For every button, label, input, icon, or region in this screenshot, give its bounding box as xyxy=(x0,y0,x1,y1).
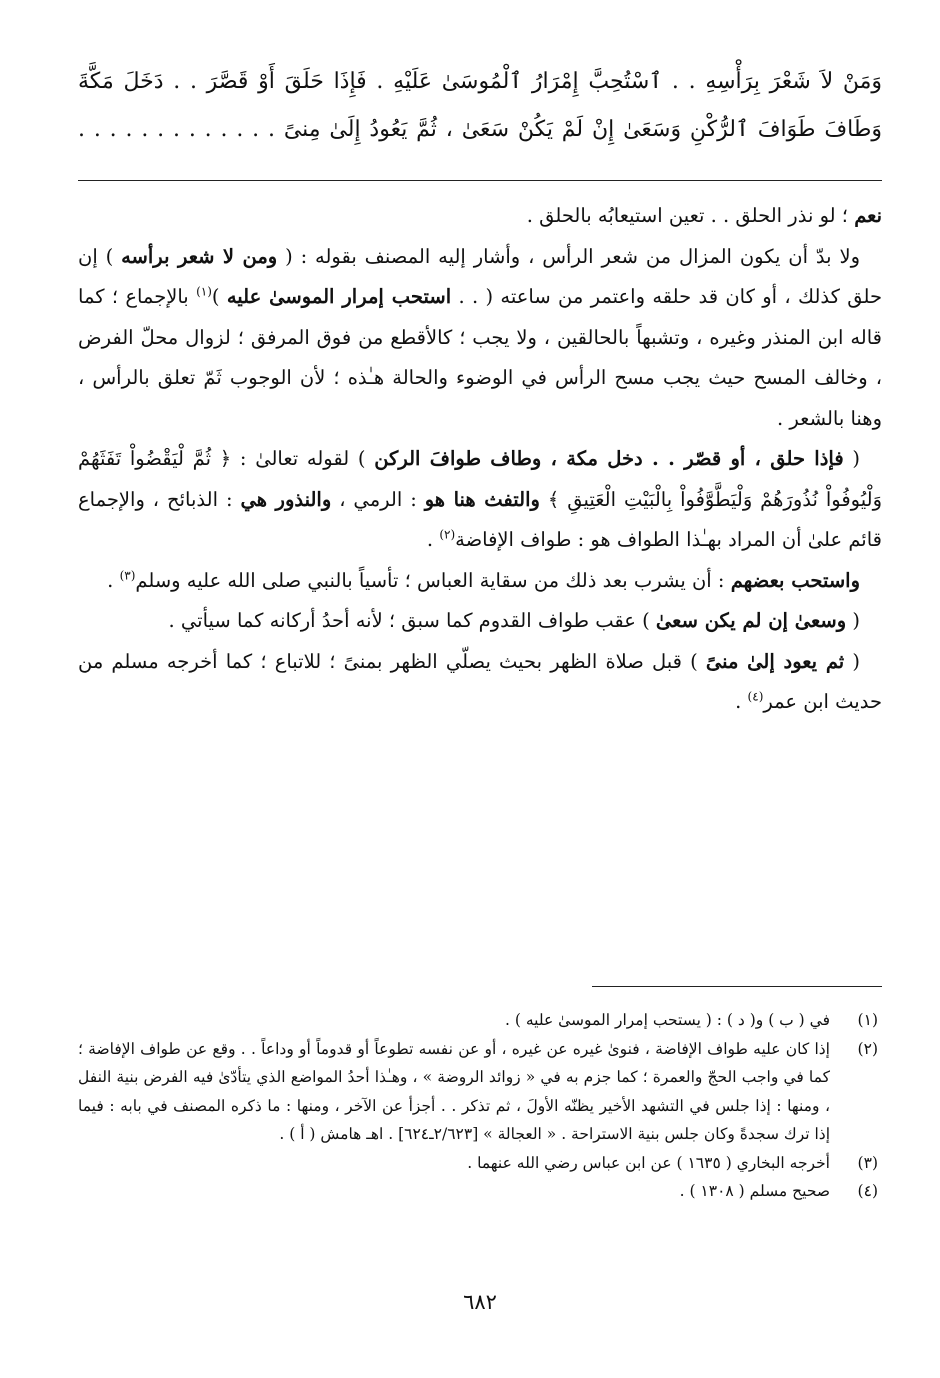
text-run: : أن يشرب بعد ذلك من سقاية العباس ؛ تأسياً بالنبي صلى الله عليه وسلم xyxy=(135,568,731,592)
commentary-paragraph xyxy=(78,561,882,602)
footnotes xyxy=(78,1006,882,1206)
footnote xyxy=(78,1006,882,1035)
matn-text xyxy=(78,58,882,154)
text-run: . xyxy=(107,568,120,592)
book-page xyxy=(78,0,882,1378)
bold-term: ومن لا شعر برأسه xyxy=(121,244,278,268)
bold-term: استحب إمرار الموسىٰ عليه xyxy=(226,285,452,308)
matn-line: وَمَنْ لاَ شَعْرَ بِرَأْسِهِ . . ٱسْتُحِبَّ إِمْرَارُ ٱلْمُوسَىٰ عَلَيْهِ . فَإِذَا حَلَقَ أَوْ قَصَّرَ . . دَخَلَ مَكَّةَ xyxy=(78,69,882,94)
text-run: ( xyxy=(844,649,860,673)
footnote-number: (٤) xyxy=(857,1182,878,1200)
commentary-paragraph xyxy=(78,237,882,440)
footnote-text: أخرجه البخاري ( ١٦٣٥ ) عن ابن عباس رضي الله عنهما . xyxy=(467,1153,830,1172)
footnote-number: (٣) xyxy=(857,1153,878,1172)
footnote xyxy=(78,1035,882,1149)
text-run: ولا بدّ أن يكون المزال من شعر الرأس ، وأشار إليه المصنف بقوله : ( xyxy=(277,244,860,268)
footnote-ref[interactable]: (٤) xyxy=(747,689,764,704)
text-run: : الذبائح ، والإجماع قائم علىٰ أن المراد بهـٰذا الطواف هو : طواف الإفاضة xyxy=(78,487,882,551)
bold-term: ثم يعود إلىٰ منىً xyxy=(705,649,845,673)
commentary-paragraph xyxy=(78,196,882,237)
text-run: ) إن حلق كذلك ، أو كان قد حلقه واعتمر من ساعته ( . . xyxy=(78,244,882,308)
page-number: ٦٨٢ xyxy=(463,1290,497,1314)
commentary-paragraph xyxy=(78,439,882,561)
footnote-text: إذا كان عليه طواف الإفاضة ، فنوىٰ غيره عن غيره ، أو عن نفسه تطوعاً أو قدوماً أو وداعاً . . وقع عن طواف الإفاضة ؛ كما في واجب الحجّ والعمرة ؛ كما جزم به في « زوائد الروضة » ، وهـٰذا أحدُ المواضع الذي يتأدّىٰ فيه الفرض بنية النفل ، ومنها : إذا جلس في التشهد الأخير يظنّه الأولَ ، ثم تذكر . . أجزأ عن الآخر ، ومنها : ما ذكره المصنف في بابه : فيما إذا ترك سجدةً وكان جلس بنية الاستراحة . « العجالة » [٢/٦٢٣ـ٦٢٤] . اهـ هامش ( أ ) . xyxy=(78,1039,830,1143)
commentary-paragraph xyxy=(78,642,882,723)
text-run: . xyxy=(735,690,748,713)
text-run: بالإجماع ؛ كما قاله ابن المنذر وغيره ، وتشبهاً بالحالقين ، ولا يجب ؛ كالأقطع من فوق المرفق ؛ لزوال محلّ الفرض ، وخالف المسح حيث يجب مسح الرأس في الوضوء والحالة هـٰذه ؛ لأن الوجوب ثَمّ تعلق بالرأس ، وهنا بالشعر . xyxy=(78,285,882,430)
footnote-number: (٢) xyxy=(857,1039,878,1058)
footnote-ref[interactable]: (١) xyxy=(196,284,212,299)
text-run: . xyxy=(426,528,440,551)
bold-term: واستحب بعضهم xyxy=(730,568,860,592)
footnote-ref[interactable]: (٢) xyxy=(439,527,456,542)
matn-separator-rule xyxy=(78,180,882,181)
text-run: ) xyxy=(211,285,227,308)
text-run: ) عقب طواف القدوم كما سبق ؛ لأنه أحدُ أركانه كما سيأتي . xyxy=(168,609,656,632)
text-run: ) قبل صلاة الظهر بحيث يصلّي الظهر بمنىً ؛ للاتباع ؛ كما أخرجه مسلم من حديث ابن عمر xyxy=(78,649,882,713)
footnote-number: (١) xyxy=(857,1011,878,1029)
text-run: ( xyxy=(843,447,860,470)
bold-term: وسعىٰ إن لم يكن سعىٰ xyxy=(655,609,847,632)
text-run: ( xyxy=(846,609,860,632)
footnote-separator-rule xyxy=(592,986,882,987)
matn-line: وَطَافَ طَوَافَ ٱلرُّكْنِ وَسَعَىٰ إِنْ لَمْ يَكُنْ سَعَىٰ ، ثُمَّ يَعُودُ إِلَىٰ مِنىً . . . . . . . . . . . . . xyxy=(78,117,882,142)
bold-term: والتفث هنا هو xyxy=(424,487,540,511)
bold-term: والنذور هي xyxy=(240,487,332,511)
footnote xyxy=(78,1149,882,1178)
text-run: ؛ لو نذر الحلق . . تعين استيعابُه بالحلق . xyxy=(526,204,855,227)
commentary-text xyxy=(78,196,882,723)
bold-term: فإذا حلق ، أو قصّر . . دخل مكة ، وطاف طوافَ الركن xyxy=(374,447,844,470)
footnote-text: صحيح مسلم ( ١٣٠٨ ) . xyxy=(679,1182,830,1200)
bold-term: نعم xyxy=(854,204,882,227)
footnote-ref[interactable]: (٣) xyxy=(119,568,136,582)
footnote xyxy=(78,1177,882,1206)
commentary-paragraph xyxy=(78,601,882,642)
footnote-text: في ( ب ) و( د ) : ( يستحب إمرار الموسىٰ عليه ) . xyxy=(505,1011,830,1029)
text-run: ) لقوله تعالىٰ : ﴿ ثُمَّ لْيَقْضُواْ تَفَثَهُمْ وَلْيُوفُواْ نُذُورَهُمْ وَلْيَطَّوَّفُواْ بِالْبَيْتِ الْعَتِيقِ ﴾ xyxy=(78,447,882,511)
text-run: : الرمي ، xyxy=(331,487,425,511)
